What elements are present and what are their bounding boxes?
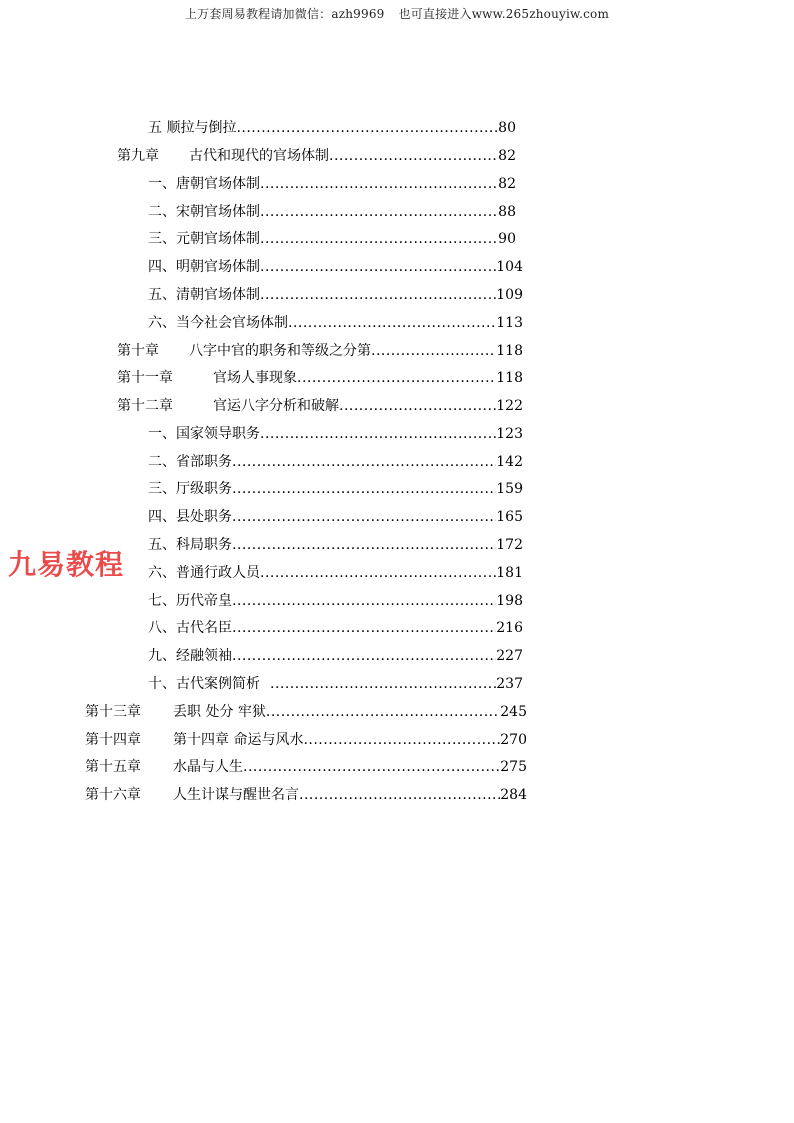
toc-page-number: 109 — [496, 287, 523, 303]
toc-chapter-entry[interactable] — [85, 785, 527, 805]
toc-page-number: 198 — [496, 593, 523, 609]
toc-chapter-entry[interactable] — [117, 341, 523, 361]
toc-entry-title: 四、明朝官场体制 — [148, 259, 260, 275]
toc-page-number: 181 — [496, 565, 523, 581]
toc-entry-title: 八、古代名臣 — [148, 620, 232, 636]
toc-dot-leader — [303, 730, 500, 750]
toc-dot-leader — [260, 202, 498, 222]
toc-dot-leader — [329, 146, 498, 166]
toc-page-number: 123 — [496, 426, 523, 442]
toc-page-number: 237 — [496, 676, 523, 692]
toc-entry-title: 六、当今社会官场体制 — [148, 315, 288, 331]
toc-chapter-entry[interactable] — [85, 757, 527, 777]
toc-dot-leader — [232, 452, 496, 472]
toc-chapter-number: 第九章 — [117, 148, 159, 164]
toc-chapter-number: 第十章 — [117, 343, 159, 359]
toc-dot-leader — [299, 785, 500, 805]
toc-entry[interactable] — [148, 118, 516, 138]
toc-page-number: 113 — [496, 315, 523, 331]
toc-dot-leader — [260, 563, 496, 583]
toc-entry-title: 官场人事现象 — [213, 370, 297, 386]
toc-entry[interactable] — [148, 507, 523, 527]
toc-entry[interactable] — [148, 285, 523, 305]
toc-entry-title: 六、普通行政人员 — [148, 565, 260, 581]
toc-entry[interactable] — [148, 535, 523, 555]
toc-page-number: 82 — [498, 148, 516, 164]
toc-entry-title: 官运八字分析和破解 — [213, 398, 339, 414]
toc-dot-leader — [371, 341, 496, 361]
toc-entry-title: 第十四章 命运与风水 — [173, 732, 304, 748]
toc-page-number: 118 — [496, 343, 523, 359]
toc-entry[interactable] — [148, 202, 516, 222]
toc-entry-title: 二、宋朝官场体制 — [148, 204, 260, 220]
header-website-text: 也可直接进入www.265zhouyiw.com — [398, 7, 610, 21]
toc-chapter-entry[interactable] — [117, 146, 516, 166]
watermark-logo: 九易教程 — [8, 548, 125, 581]
toc-page-number: 142 — [496, 454, 523, 470]
toc-chapter-number: 第十一章 — [117, 370, 173, 386]
toc-dot-leader — [288, 313, 496, 333]
toc-entry-title: 五、科局职务 — [148, 537, 232, 553]
toc-page-number: 88 — [498, 204, 516, 220]
toc-dot-leader — [243, 757, 500, 777]
toc-entry[interactable] — [148, 479, 523, 499]
toc-dot-leader — [232, 618, 496, 638]
toc-page-number: 165 — [496, 509, 523, 525]
toc-entry-title: 古代和现代的官场体制 — [189, 148, 329, 164]
toc-entry[interactable] — [148, 229, 516, 249]
toc-page-number: 227 — [496, 648, 523, 664]
toc-page-number: 270 — [500, 732, 527, 748]
toc-dot-leader — [270, 674, 496, 694]
toc-entry-title: 八字中官的职务和等级之分第 — [189, 343, 371, 359]
toc-entry[interactable] — [148, 424, 523, 444]
toc-dot-leader — [232, 646, 496, 666]
toc-page-number: 82 — [498, 176, 516, 192]
toc-entry-title: 五 顺拉与倒拉 — [148, 120, 237, 136]
toc-entry-title: 一、国家领导职务 — [148, 426, 260, 442]
toc-dot-leader — [232, 479, 496, 499]
toc-page-number: 245 — [500, 704, 527, 720]
toc-page-number: 118 — [496, 370, 523, 386]
toc-dot-leader — [260, 424, 496, 444]
toc-page-number: 80 — [498, 120, 516, 136]
toc-page-number: 122 — [496, 398, 523, 414]
toc-dot-leader — [260, 229, 498, 249]
toc-dot-leader — [232, 591, 496, 611]
toc-chapter-entry[interactable] — [85, 702, 527, 722]
toc-dot-leader — [232, 535, 496, 555]
toc-entry[interactable] — [148, 313, 523, 333]
toc-entry[interactable] — [148, 618, 523, 638]
toc-page-number: 216 — [496, 620, 523, 636]
toc-page-number: 275 — [500, 759, 527, 775]
toc-entry[interactable] — [148, 674, 523, 694]
toc-dot-leader — [260, 285, 496, 305]
toc-entry-title: 二、省部职务 — [148, 454, 232, 470]
toc-entry-title: 七、历代帝皇 — [148, 593, 232, 609]
toc-entry-title: 九、经融领袖 — [148, 648, 232, 664]
toc-entry[interactable] — [148, 646, 523, 666]
toc-chapter-number: 第十四章 — [85, 732, 141, 748]
header-wechat-text: 上万套周易教程请加微信：azh9969 — [184, 7, 385, 21]
toc-dot-leader — [232, 507, 496, 527]
toc-entry-title: 五、清朝官场体制 — [148, 287, 260, 303]
toc-entry-title: 丢职 处分 牢狱 — [173, 704, 266, 720]
toc-chapter-entry[interactable] — [117, 396, 523, 416]
toc-chapter-number: 第十二章 — [117, 398, 173, 414]
toc-dot-leader — [297, 368, 496, 388]
toc-page-number: 284 — [500, 787, 527, 803]
toc-chapter-number: 第十六章 — [85, 787, 141, 803]
toc-chapter-number: 第十五章 — [85, 759, 141, 775]
toc-chapter-number: 第十三章 — [85, 704, 141, 720]
toc-dot-leader — [260, 174, 498, 194]
toc-page-number: 104 — [496, 259, 523, 275]
toc-page-number: 90 — [498, 231, 516, 247]
toc-entry-title: 人生计谋与醒世名言 — [173, 787, 299, 803]
toc-entry-title: 四、县处职务 — [148, 509, 232, 525]
toc-entry[interactable] — [148, 174, 516, 194]
toc-dot-leader — [260, 257, 496, 277]
toc-page-number: 159 — [496, 481, 523, 497]
toc-chapter-entry[interactable] — [85, 730, 527, 750]
toc-dot-leader — [236, 118, 498, 138]
toc-dot-leader — [339, 396, 496, 416]
toc-entry[interactable] — [148, 591, 523, 611]
toc-entry-title: 十、古代案例简析 — [148, 676, 260, 692]
toc-entry-title: 三、元朝官场体制 — [148, 231, 260, 247]
toc-entry-title: 一、唐朝官场体制 — [148, 176, 260, 192]
toc-entry-title: 三、厅级职务 — [148, 481, 232, 497]
toc-page-number: 172 — [496, 537, 523, 553]
toc-entry[interactable] — [148, 257, 523, 277]
toc-chapter-entry[interactable] — [117, 368, 523, 388]
toc-dot-leader — [266, 702, 500, 722]
toc-entry-title: 水晶与人生 — [173, 759, 243, 775]
toc-entry[interactable] — [148, 563, 523, 583]
toc-entry[interactable] — [148, 452, 523, 472]
